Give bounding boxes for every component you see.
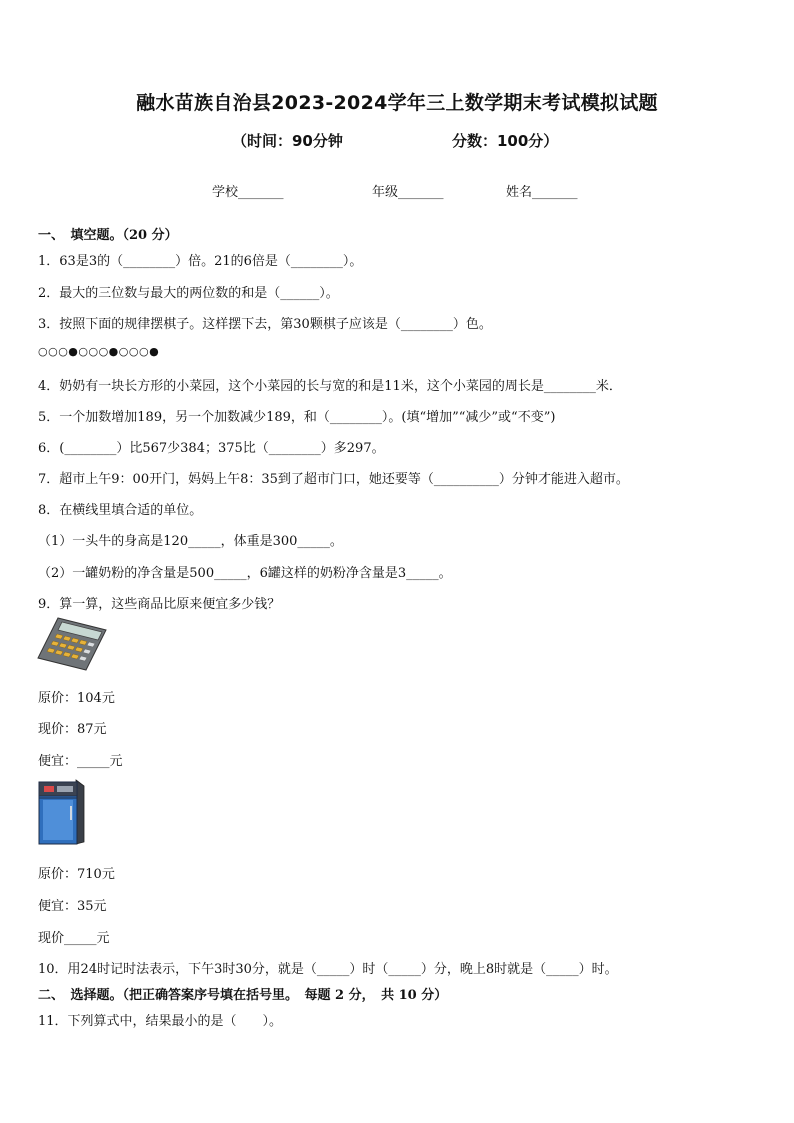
question-9: 9．算一算，这些商品比原来便宜多少钱？ <box>38 597 281 612</box>
section1-heading: 一、 填空题。（20 分） <box>38 228 178 243</box>
question-7: 7．超市上午9：00开门，妈妈上午8：35到了超市门口，她还要等（__________）分钟才能进入超市。 <box>38 472 629 487</box>
question-8-1: （1）一头牛的身高是120_____，体重是300_____。 <box>38 534 343 549</box>
question-8-2: （2）一罐奶粉的净含量是500_____，6罐这样的奶粉净含量是3_____。 <box>38 566 452 581</box>
question-11: 11．下列算式中，结果最小的是（ ）。 <box>38 1014 283 1029</box>
question-1: 1．63是3的（________）倍。21的6倍是（________）。 <box>38 254 363 269</box>
school-field: 学校_______ <box>212 185 284 200</box>
question-2: 2．最大的三位数与最大的两位数的和是（______）。 <box>38 286 339 301</box>
exam-time: （时间：90分钟 <box>232 132 343 150</box>
exam-score: 分数：100分） <box>452 132 559 150</box>
name-field: 姓名_______ <box>506 185 578 200</box>
item1-current-price: 现价：87元 <box>38 722 107 737</box>
refrigerator-icon <box>36 778 88 846</box>
question-5: 5．一个加数增加189，另一个加数减少189，和（________）。(填“增加”“减少”或“不变”) <box>38 410 556 425</box>
question-3: 3．按照下面的规律摆棋子。这样摆下去，第30颗棋子应该是（________）色。 <box>38 317 492 332</box>
item2-current-price: 现价_____元 <box>38 931 110 946</box>
item2-original-price: 原价：710元 <box>38 867 115 882</box>
question-4: 4．奶奶有一块长方形的小菜园，这个小菜园的长与宽的和是11米，这个小菜园的周长是________米． <box>38 379 622 394</box>
question-6: 6．(________）比567少384；375比（________）多297。 <box>38 441 385 456</box>
chess-pattern: ○○○●○○○●○○○● <box>38 345 160 358</box>
item1-discount: 便宜：_____元 <box>38 754 123 769</box>
page-title: 融水苗族自治县2023-2024学年三上数学期末考试模拟试题 <box>136 92 658 114</box>
item1-original-price: 原价：104元 <box>38 691 115 706</box>
calculator-icon <box>36 616 108 672</box>
grade-field: 年级_______ <box>372 185 444 200</box>
question-10: 10．用24时记时法表示，下午3时30分，就是（_____）时（_____）分，晚上8时就是（_____）时。 <box>38 962 618 977</box>
section2-heading: 二、 选择题。（把正确答案序号填在括号里。 每题 2 分， 共 10 分） <box>38 988 448 1003</box>
item2-discount: 便宜：35元 <box>38 899 107 914</box>
question-8: 8．在横线里填合适的单位。 <box>38 503 203 518</box>
